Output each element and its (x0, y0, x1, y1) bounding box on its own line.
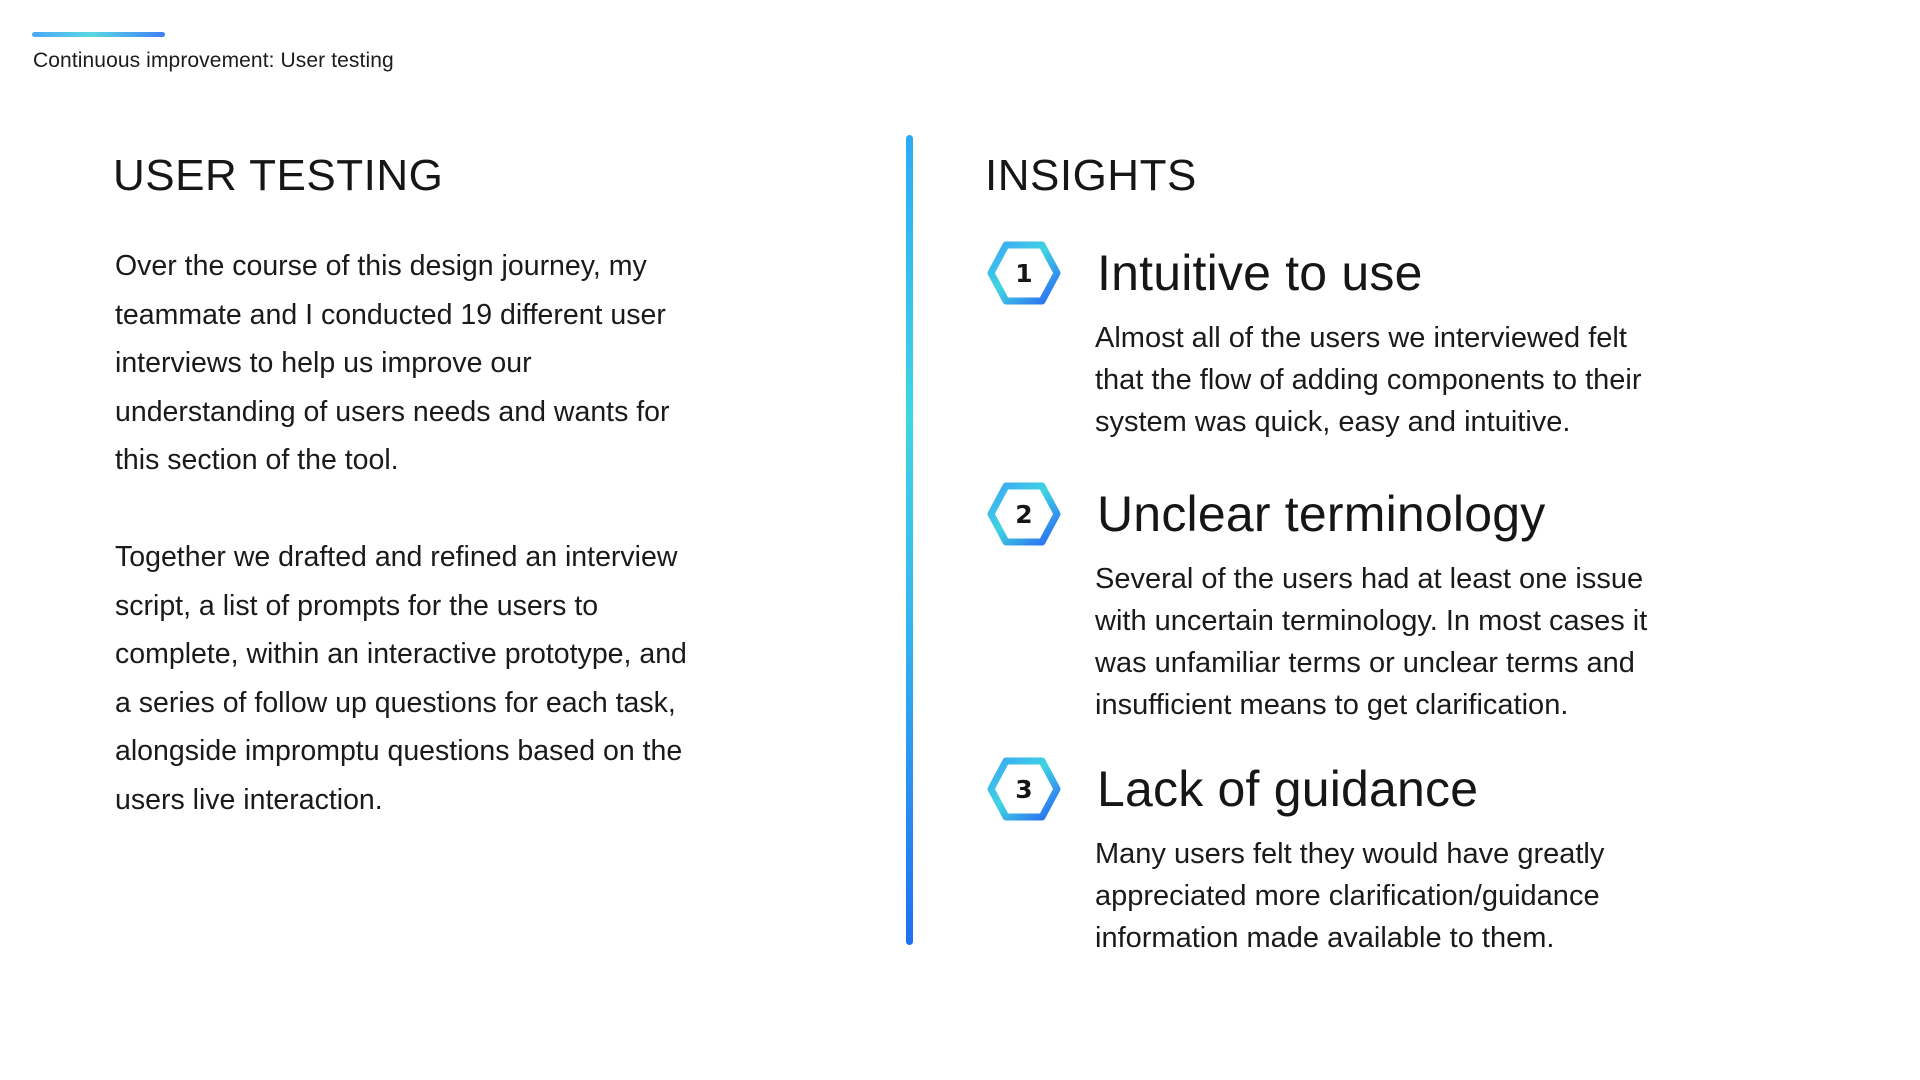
text-line: a series of follow up questions for each task, (115, 686, 676, 719)
section-title-insights: INSIGHTS (985, 151, 1197, 200)
text-line: system was quick, easy and intuitive. (1095, 406, 1571, 438)
text-line: Many users felt they would have greatly (1095, 838, 1605, 870)
text-line: insufficient means to get clarification. (1095, 689, 1569, 721)
vertical-divider (906, 135, 913, 945)
insight-number: 3 (1015, 774, 1033, 804)
text-line: Together we drafted and refined an interview (115, 541, 678, 573)
paragraph-process (115, 533, 687, 824)
text-line: interviews to help us improve our (115, 347, 532, 379)
text-line: that the flow of adding components to their (1095, 364, 1642, 396)
section-title-user-testing: USER TESTING (113, 151, 444, 200)
text-line: with uncertain terminology. In most cases it (1095, 605, 1648, 637)
insight-number: 2 (1015, 499, 1033, 529)
hexagon-badge-icon (987, 241, 1061, 305)
hexagon-badge-icon (987, 757, 1061, 821)
text-line: appreciated more clarification/guidance (1095, 880, 1600, 912)
insight-description (1095, 833, 1604, 959)
insight-title: Lack of guidance (1097, 761, 1479, 817)
text-line: this section of the tool. (115, 444, 399, 476)
insight-title: Unclear terminology (1097, 486, 1546, 542)
text-line: alongside impromptu questions based on the (115, 735, 683, 767)
header-accent-bar (32, 32, 165, 37)
text-line: users live interaction. (115, 783, 383, 816)
text-line: understanding of users needs and wants for (115, 395, 670, 428)
text-line: complete, within an interactive prototype, and (115, 638, 687, 670)
text-line: Several of the users had at least one issue (1095, 563, 1644, 595)
hexagon-badge-icon (987, 482, 1061, 546)
text-line: Over the course of this design journey, my (115, 250, 647, 282)
insight-number: 1 (1015, 258, 1033, 288)
insights-section (985, 150, 1845, 954)
paragraph-intro (115, 242, 670, 485)
page-kicker: Continuous improvement: User testing (33, 49, 394, 72)
text-line: Almost all of the users we interviewed felt (1095, 322, 1627, 354)
user-testing-section (113, 150, 813, 816)
text-line: information made available to them. (1095, 922, 1555, 954)
insight-description (1095, 317, 1642, 443)
text-line: was unfamiliar terms or unclear terms and (1095, 647, 1635, 679)
text-line: teammate and I conducted 19 different user (115, 298, 666, 331)
insight-description (1095, 558, 1647, 726)
text-line: script, a list of prompts for the users to (115, 589, 599, 622)
insight-title: Intuitive to use (1097, 245, 1423, 301)
